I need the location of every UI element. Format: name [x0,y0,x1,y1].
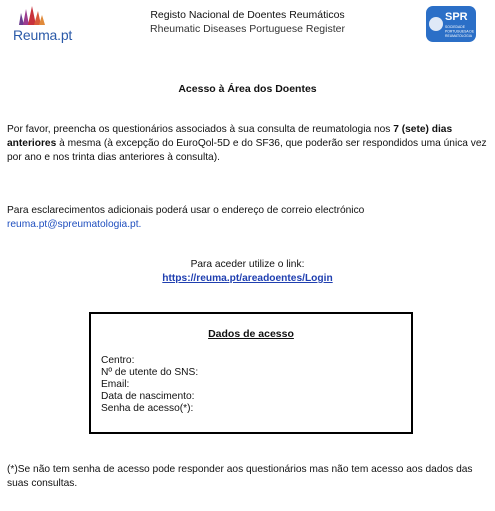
contact-email-link[interactable]: reuma.pt@spreumatologia.pt. [7,219,142,230]
field-birth-date: Data de nascimento: [101,391,195,402]
field-password: Senha de acesso(*): [101,403,194,414]
spr-acronym: SPR [445,11,468,23]
section-title: Acesso à Área dos Doentes [178,83,317,95]
reuma-pt-logo-text: Reuma.pt [13,27,73,43]
access-data-box [89,312,413,434]
instructions-text-end: à mesma (à excepção do EuroQol-5D e do SF36, que poderão ser respondidos uma única vez por ano e nos trinta dias anteriores à consulta). [7,138,487,163]
spr-line1: SOCIEDADE [445,25,465,29]
contact-paragraph [7,204,489,232]
access-section [0,258,495,286]
access-text: Para aceder utilize o link: [190,259,305,270]
field-email: Email: [101,379,130,390]
field-sns-number: Nº de utente do SNS: [101,367,199,378]
spr-logo-badge [425,5,477,43]
password-footnote: (*)Se não tem senha de acesso pode responder aos questionários mas não tem acesso aos dados das suas consultas. [7,464,473,489]
register-title [0,8,495,36]
spr-line3: REUMATOLOGIA [445,34,473,38]
field-centro: Centro: [101,355,135,366]
access-data-fields [101,355,198,415]
access-data-title: Dados de acesso [208,328,294,340]
instructions-paragraph [7,123,489,165]
spr-line2: PORTUGUESA DE [445,29,475,34]
spr-logo [425,5,477,45]
instructions-text-start: Por favor, preencha os questionários associados à sua consulta de reumatologia nos [7,124,394,135]
instructions-emphasis: 7 (sete) dias anteriores [7,124,453,149]
register-title-en: Rheumatic Diseases Portuguese Register [150,23,345,35]
register-title-pt: Registo Nacional de Doentes Reumáticos [150,9,345,21]
contact-text: Para esclarecimentos adicionais poderá usar o endereço de correio electrónico [7,205,365,216]
login-link[interactable]: https://reuma.pt/areadoentes/Login [162,273,333,284]
